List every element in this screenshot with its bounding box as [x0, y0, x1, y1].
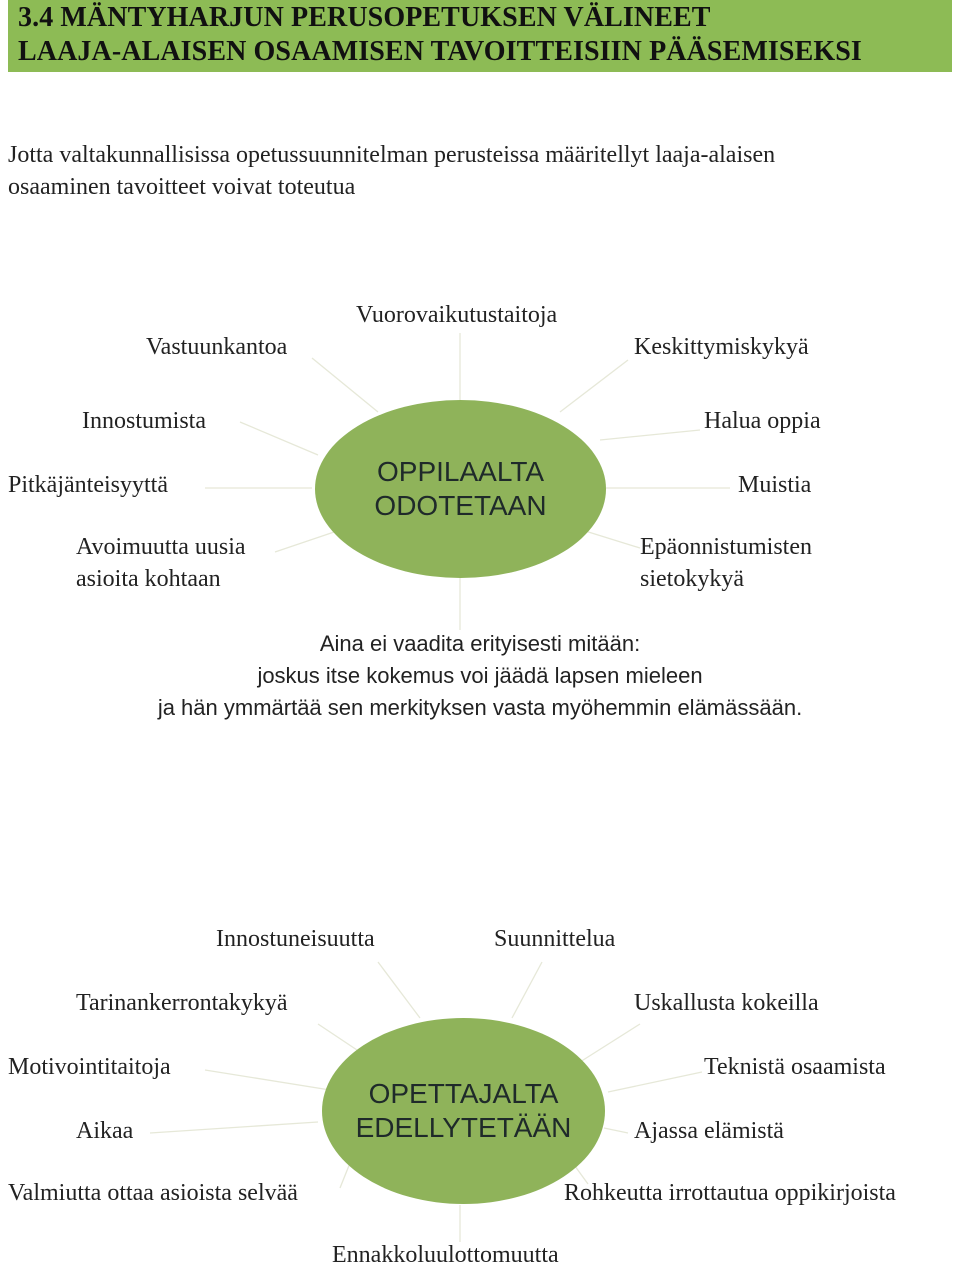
student-hub-label-line-1: OPPILAALTA [376, 456, 545, 487]
student-item-muistia: Muistia [738, 472, 812, 498]
teacher-item-tarinankerrontakykya: Tarinankerrontakykyä [76, 990, 288, 1016]
teacher-item-teknista-osaamista: Teknistä osaamista [704, 1054, 886, 1080]
teacher-item-innostuneisuutta: Innostuneisuutta [216, 926, 375, 952]
teacher-item-aikaa: Aikaa [76, 1118, 134, 1144]
connector-line [512, 962, 542, 1018]
student-item-pitkajanteisyytta: Pitkäjänteisyyttä [8, 472, 168, 498]
student-item-avoimuutta-line-1: Avoimuutta uusia [76, 534, 246, 560]
note-line-3: ja hän ymmärtää sen merkityksen vasta myöhemmin elämässään. [157, 695, 803, 720]
teacher-item-ajassa-elamista: Ajassa elämistä [634, 1118, 784, 1144]
intro-line-1: Jotta valtakunnallisissa opetussuunnitelman perusteissa määritellyt laaja-alaisen [8, 142, 776, 168]
intro-line-2: osaaminen tavoitteet voivat toteutua [8, 174, 356, 200]
student-item-avoimuutta-line-2: asioita kohtaan [76, 566, 221, 592]
connector-line [378, 962, 420, 1018]
connector-line [150, 1122, 318, 1133]
connector-line [205, 1070, 330, 1090]
note-line-1: Aina ei vaadita erityisesti mitään: [319, 631, 641, 656]
connector-line [312, 358, 378, 412]
connector-line [608, 1072, 702, 1092]
teacher-item-ennakkoluulottomuutta: Ennakkoluulottomuutta [332, 1242, 559, 1268]
teacher-item-motivointitaitoja: Motivointitaitoja [8, 1054, 171, 1080]
connector-line [604, 1128, 628, 1133]
connector-line [580, 1024, 640, 1062]
student-item-epaonnistumisten-line-1: Epäonnistumisten [640, 534, 812, 560]
student-item-innostumista: Innostumista [82, 408, 206, 434]
teacher-hub-ellipse [322, 1018, 605, 1204]
student-item-keskittymiskykya: Keskittymiskykyä [634, 334, 809, 360]
connector-line [275, 530, 340, 552]
student-item-vastuunkantoa: Vastuunkantoa [146, 334, 288, 360]
teacher-item-rohkeutta: Rohkeutta irrottautua oppikirjoista [564, 1180, 896, 1206]
connector-line [600, 430, 700, 440]
section-title-line-2: LAAJA-ALAISEN OSAAMISEN TAVOITTEISIIN PÄÄSEMISEKSI [18, 36, 862, 67]
teacher-item-valmiutta: Valmiutta ottaa asioista selvää [8, 1180, 298, 1206]
teacher-hub-label-line-1: OPETTAJALTA [368, 1078, 559, 1109]
connector-line [240, 422, 318, 455]
connector-line [582, 530, 640, 548]
teacher-hub-label-line-2: EDELLYTETÄÄN [355, 1112, 572, 1143]
student-item-halua-oppia: Halua oppia [704, 408, 821, 434]
student-hub-label-line-2: ODOTETAAN [374, 490, 547, 521]
section-title-line-1: 3.4 MÄNTYHARJUN PERUSOPETUKSEN VÄLINEET [18, 2, 711, 33]
connector-line [560, 360, 628, 412]
student-item-vuorovaikutustaitoja: Vuorovaikutustaitoja [356, 302, 558, 328]
student-item-epaonnistumisten-line-2: sietokykyä [640, 566, 744, 592]
teacher-item-suunnittelua: Suunnittelua [494, 926, 616, 952]
note-line-2: joskus itse kokemus voi jäädä lapsen mieleen [257, 663, 703, 688]
teacher-item-uskallusta-kokeilla: Uskallusta kokeilla [634, 990, 819, 1016]
student-hub-ellipse [315, 400, 606, 578]
